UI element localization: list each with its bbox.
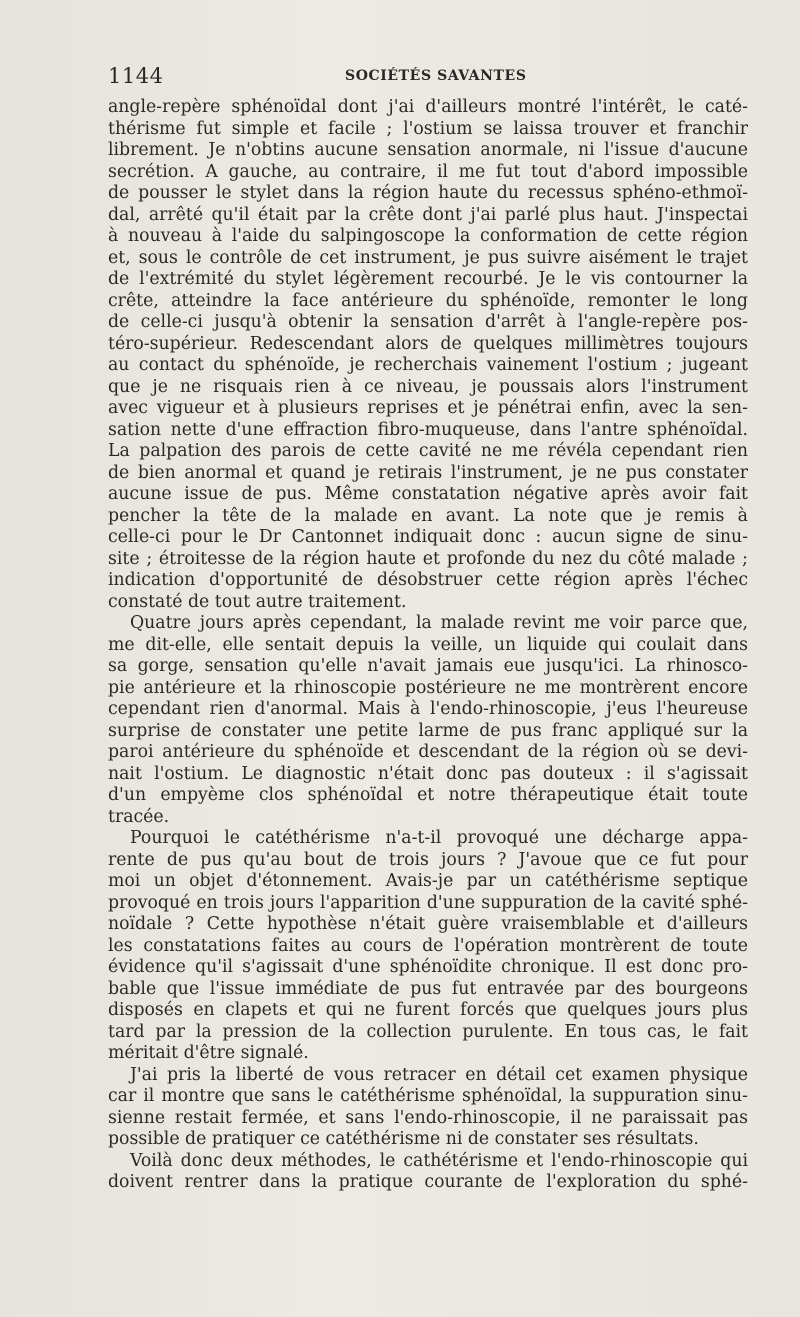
text-line: celle-ci pour le Dr Cantonnet indiquait donc : aucun signe de sinu- <box>108 527 748 547</box>
text-line: crête, atteindre la face antérieure du sphénoïde, remonter le long <box>108 290 748 311</box>
text-line: noïdale ? Cette hypothèse n'était guère vraisemblable et d'ailleurs <box>108 914 748 934</box>
text-line: constaté de tout autre traitement. <box>108 591 407 612</box>
text-line: me dit-elle, elle sentait depuis la veille, un liquide qui coulait dans <box>108 634 748 655</box>
text-line: site ; étroitesse de la région haute et profonde du nez du côté malade ; <box>108 548 748 569</box>
text-line: possible de pratiquer ce catéthérisme ni de constater ses résultats. <box>108 1129 699 1149</box>
text-line: tard par la pression de la collection purulente. En tous cas, le fait <box>108 1021 748 1042</box>
text-line: au contact du sphénoïde, je recherchais vainement l'ostium ; jugeant <box>108 355 748 375</box>
text-line: d'un empyème clos sphénoïdal et notre thérapeutique était toute <box>108 785 748 805</box>
text-line: de celle-ci jusqu'à obtenir la sensation d'arrêt à l'angle-repère pos- <box>108 312 748 332</box>
text-line: aucune issue de pus. Même constatation négative après avoir fait <box>108 484 748 504</box>
text-line: sienne restait fermée, et sans l'endo-rhinoscopie, il ne paraissait pas <box>108 1107 748 1128</box>
text-line: doivent rentrer dans la pratique courante de l'exploration du sphé- <box>108 1172 748 1192</box>
text-line: sation nette d'une effraction fibro-muqueuse, dans l'antre sphénoïdal. <box>108 419 748 440</box>
text-line: thérisme fut simple et facile ; l'ostium se laissa trouver et franchir <box>108 118 748 139</box>
text-line: les constatations faites au cours de l'opération montrèrent de toute <box>108 935 748 956</box>
body-text <box>108 97 748 1194</box>
text-line: Pourquoi le catéthérisme n'a-t-il provoqué une décharge appa- <box>130 828 748 848</box>
text-line: paroi antérieure du sphénoïde et descendant de la région où se devi- <box>108 742 748 762</box>
text-line: à nouveau à l'aide du salpingoscope la conformation de cette région <box>108 226 748 246</box>
text-line: indication d'opportunité de désobstruer cette région après l'échec <box>108 570 748 590</box>
text-line: provoqué en trois jours l'apparition d'une suppuration de la cavité sphé- <box>108 892 748 913</box>
text-line: Quatre jours après cependant, la malade revint me voir parce que, <box>130 613 748 633</box>
text-line: méritait d'être signalé. <box>108 1043 309 1063</box>
text-line: surprise de constater une petite larme de pus franc appliqué sur la <box>108 720 748 741</box>
text-line: angle-repère sphénoïdal dont j'ai d'ailleurs montré l'intérêt, le caté- <box>108 97 748 117</box>
text-line: de pousser le stylet dans la région haute du recessus sphéno-ethmoï- <box>108 183 748 203</box>
text-line: bable que l'issue immédiate de pus fut entravée par des bourgeons <box>108 978 748 999</box>
text-line: pie antérieure et la rhinoscopie postérieure ne me montrèrent encore <box>108 677 748 698</box>
text-line: La palpation des parois de cette cavité ne me révéla cependant rien <box>108 441 748 461</box>
text-line: de l'extrémité du stylet légèrement recourbé. Je le vis contourner la <box>108 269 748 289</box>
text-line: rente de pus qu'au bout de trois jours ? J'avoue que ce fut pour <box>108 849 748 870</box>
text-line: évidence qu'il s'agissait d'une sphénoïdite chronique. Il est donc pro- <box>108 957 748 977</box>
text-line: secrétion. A gauche, au contraire, il me fut tout d'abord impossible <box>108 161 748 182</box>
text-line: disposés en clapets et qui ne furent forcés que quelques jours plus <box>108 1000 748 1020</box>
text-line: et, sous le contrôle de cet instrument, je pus suivre aisément le trajet <box>108 247 748 268</box>
text-line: dal, arrêté qu'il était par la crête dont j'ai parlé plus haut. J'inspectai <box>108 204 748 225</box>
text-line: pencher la tête de la malade en avant. La note que je remis à <box>108 505 748 526</box>
text-line: J'ai pris la liberté de vous retracer en détail cet examen physique <box>130 1064 748 1085</box>
text-line: de bien anormal et quand je retirais l'instrument, je ne pus constater <box>108 462 748 483</box>
text-line: Voilà donc deux méthodes, le cathétérisme et l'endo-rhinoscopie qui <box>130 1150 748 1171</box>
page-header <box>108 64 748 88</box>
text-line: que je ne risquais rien à ce niveau, je poussais alors l'instrument <box>108 376 748 397</box>
text-line: car il montre que sans le catéthérisme sphénoïdal, la suppuration sinu- <box>108 1086 748 1106</box>
text-line: cependant rien d'anormal. Mais à l'endo-rhinoscopie, j'eus l'heureuse <box>108 699 748 719</box>
text-line: tracée. <box>108 806 170 827</box>
page-number: 1144 <box>108 64 164 88</box>
text-line: librement. Je n'obtins aucune sensation anormale, ni l'issue d'aucune <box>108 140 748 160</box>
text-line: nait l'ostium. Le diagnostic n'était donc pas douteux : il s'agissait <box>108 763 748 784</box>
text-line: sa gorge, sensation qu'elle n'avait jamais eue jusqu'ici. La rhinosco- <box>108 656 748 676</box>
text-line: téro-supérieur. Redescendant alors de quelques millimètres toujours <box>108 333 748 354</box>
text-line: moi un objet d'étonnement. Avais-je par un catéthérisme septique <box>108 871 748 891</box>
text-line: avec vigueur et à plusieurs reprises et je pénétrai enfin, avec la sen- <box>108 398 748 418</box>
running-head: SOCIÉTÉS SAVANTES <box>345 68 527 84</box>
